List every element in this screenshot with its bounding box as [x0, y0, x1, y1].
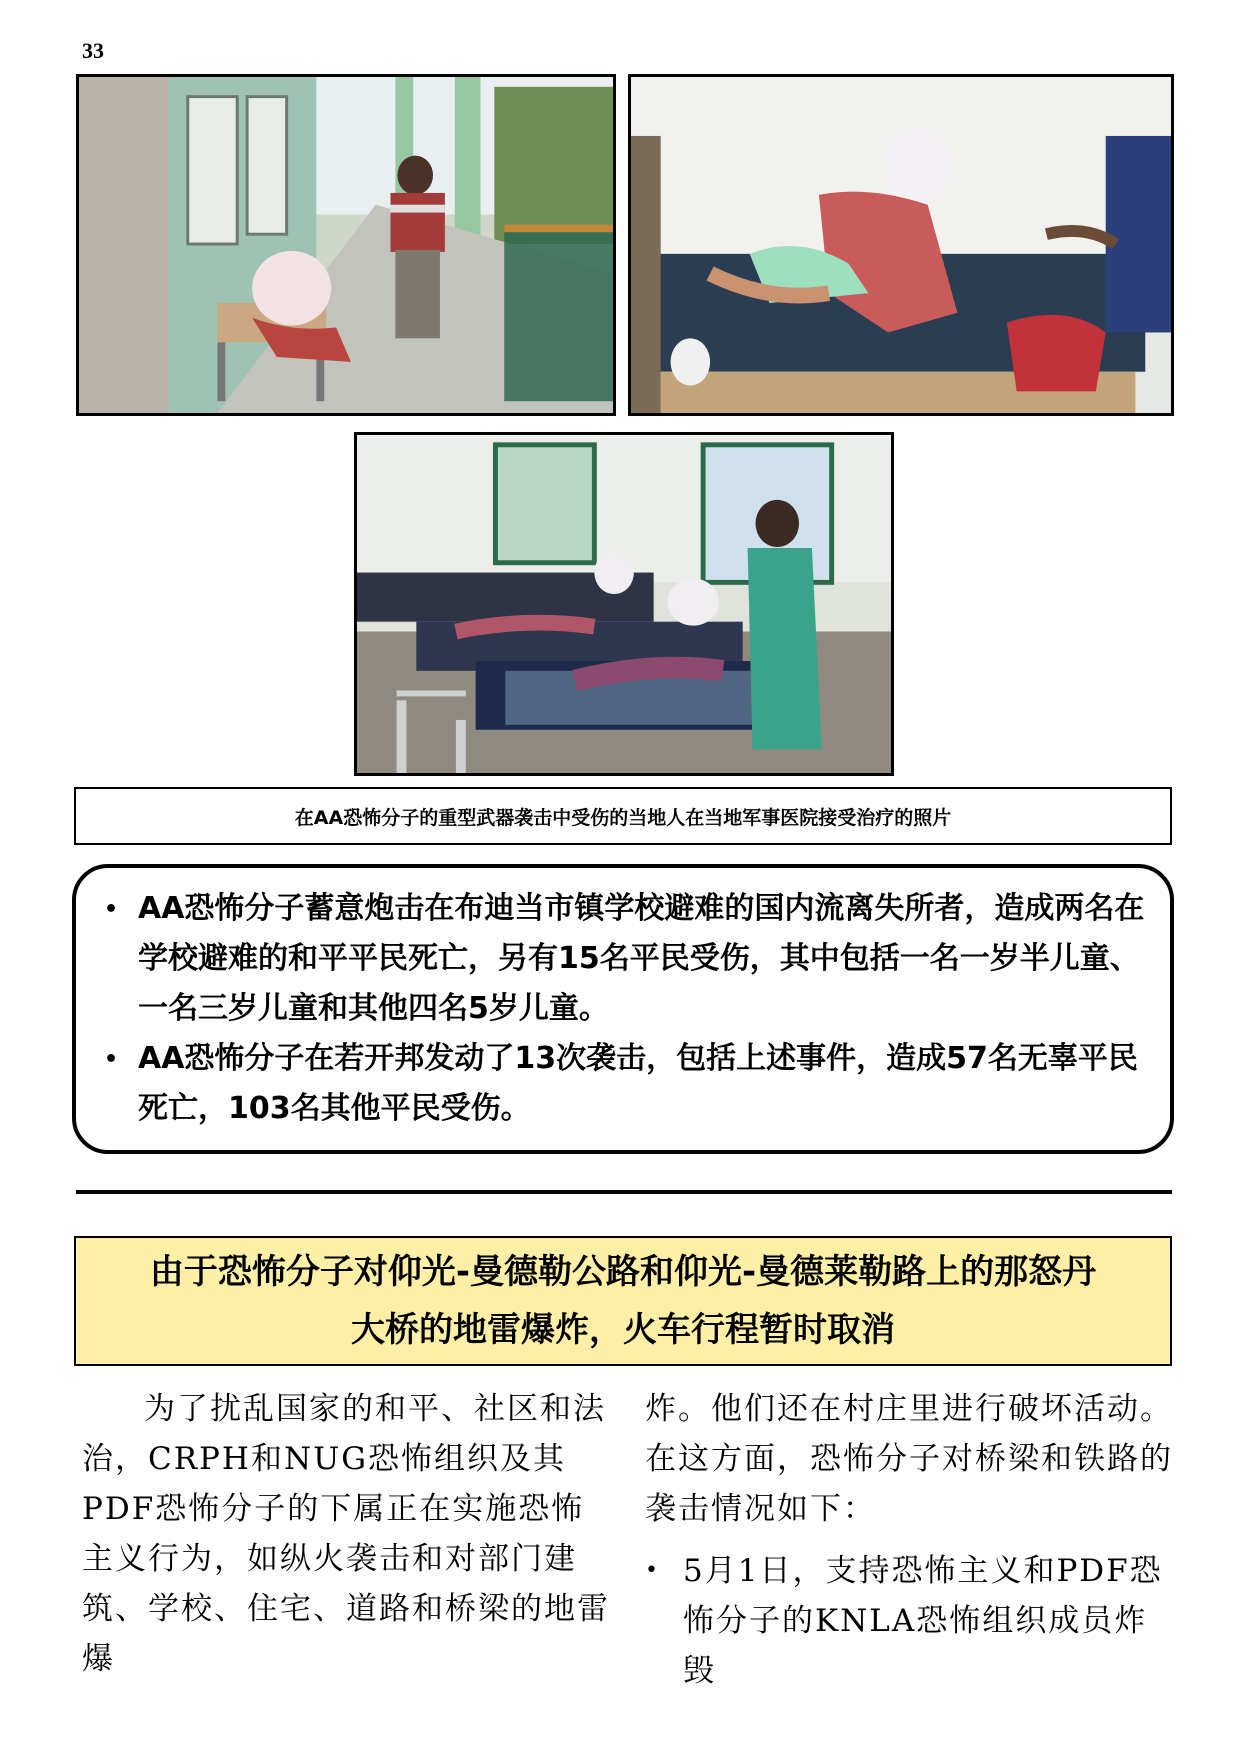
bullet-icon: •	[645, 1558, 660, 1583]
photo-hospital-corridor	[76, 74, 616, 416]
section-divider	[76, 1190, 1172, 1194]
photo-hospital-ward	[354, 432, 894, 776]
bullet-icon: •	[104, 1047, 119, 1072]
article-headline	[74, 1236, 1172, 1366]
summary-item-text: AA恐怖分子蓄意炮击在布迪当市镇学校避难的国内流离失所者，造成两名在学校避难的和平平民死亡，另有15名平民受伤，其中包括一名一岁半儿童、一名三岁儿童和其他四名5岁儿童。	[138, 891, 1145, 1026]
article-column-left	[82, 1384, 612, 1684]
summary-item	[100, 1034, 1146, 1134]
summary-list	[100, 884, 1146, 1134]
headline-line-1: 由于恐怖分子对仰光-曼德勒公路和仰光-曼德莱勒路上的那怒丹	[149, 1252, 1097, 1292]
article-list-item-text: 5月1日，支持恐怖主义和PDF恐怖分子的KNLA恐怖组织成员炸毁	[683, 1553, 1163, 1689]
headline-line-2: 大桥的地雷爆炸，火车行程暂时取消	[351, 1310, 895, 1350]
bullet-icon: •	[104, 897, 119, 922]
article-column-right	[645, 1384, 1175, 1696]
article-paragraph: 为了扰乱国家的和平、社区和法治，CRPH和NUG恐怖组织及其PDF恐怖分子的下属正在实施恐怖主义行为，如纵火袭击和对部门建筑、学校、住宅、道路和桥梁的地雷爆	[82, 1391, 610, 1677]
summary-box	[72, 864, 1174, 1154]
photo-hospital-ward-patients-icon	[357, 435, 891, 773]
summary-item-text: AA恐怖分子在若开邦发动了13次袭击，包括上述事件，造成57名无辜平民死亡，103名其他平民受伤。	[138, 1041, 1138, 1126]
photo-injured-civilian-corridor-icon	[79, 77, 613, 413]
photo-injured-civilian-bed-icon	[631, 77, 1171, 413]
photo-emergency-bed	[628, 74, 1174, 416]
photo-caption: 在AA恐怖分子的重型武器袭击中受伤的当地人在当地军事医院接受治疗的照片	[74, 787, 1172, 845]
article-list-item	[645, 1546, 1175, 1696]
page-number: 33	[82, 38, 104, 63]
article-paragraph-continued: 炸。他们还在村庄里进行破坏活动。在这方面，恐怖分子对桥梁和铁路的袭击情况如下：	[645, 1391, 1173, 1527]
summary-item	[100, 884, 1146, 1034]
